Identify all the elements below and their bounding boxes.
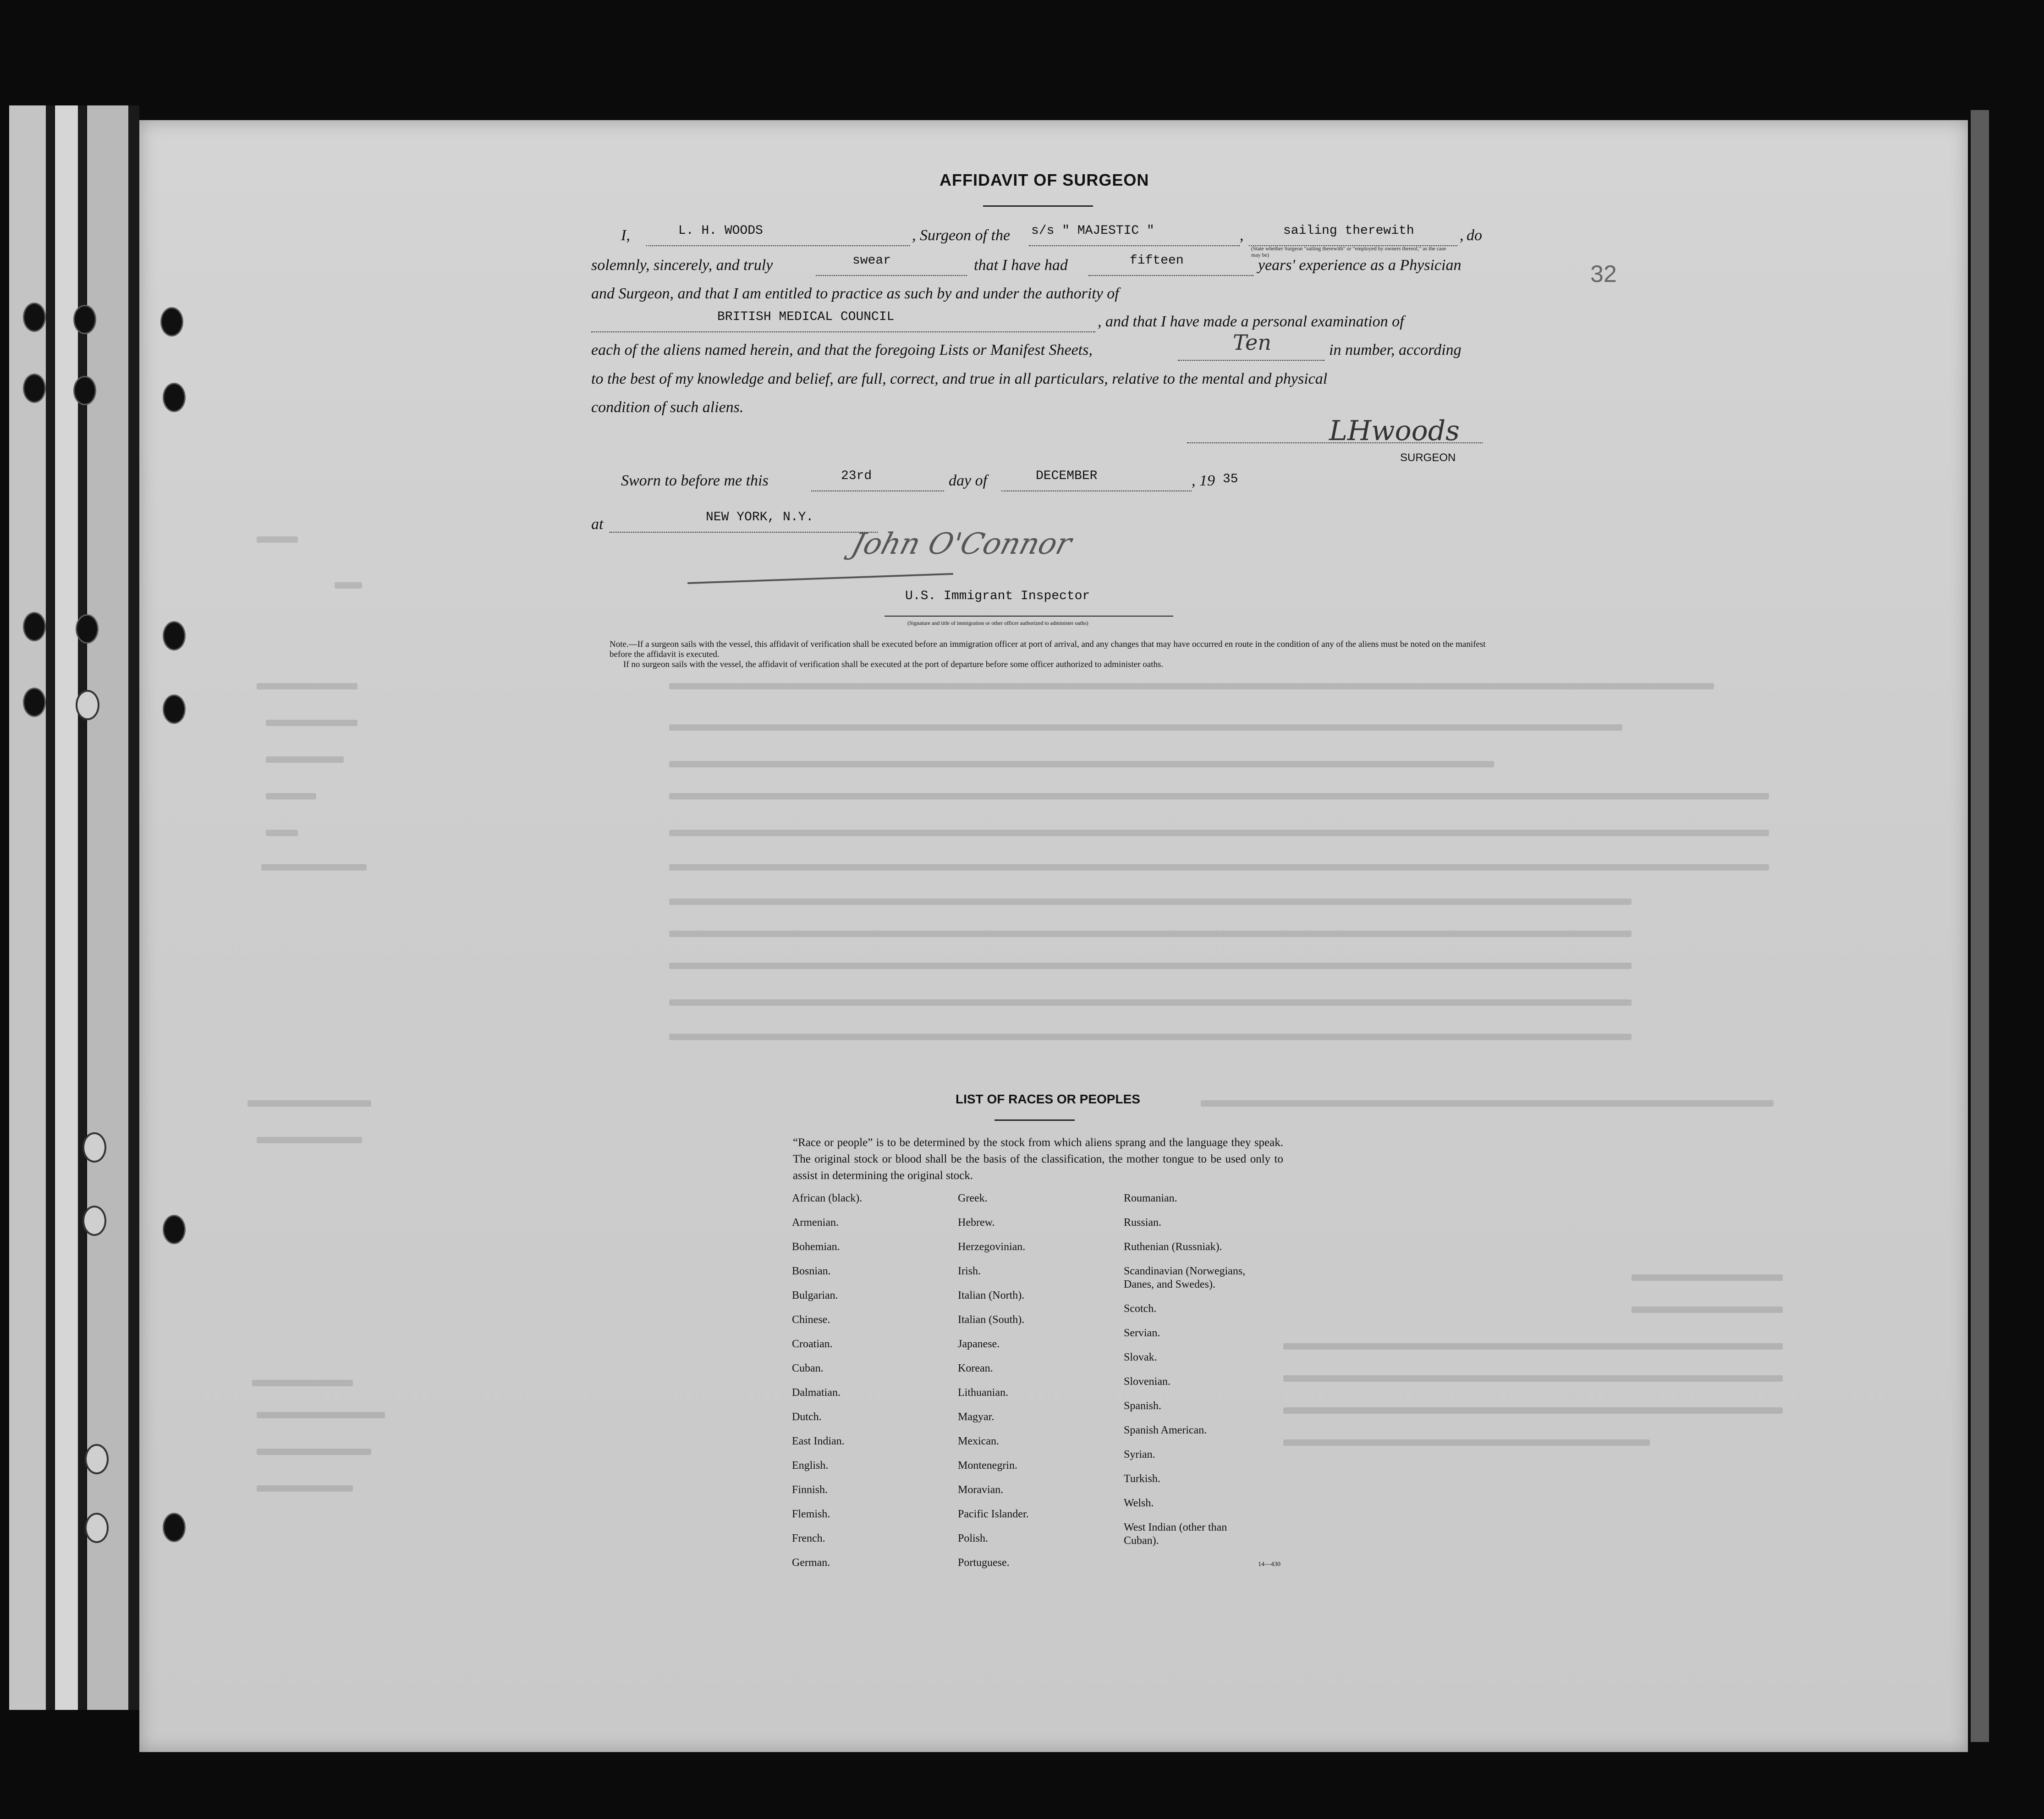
faded-text (669, 999, 1632, 1006)
sworn-day-field (811, 472, 944, 491)
punch-hole-icon (85, 1444, 109, 1474)
race-item: Pacific Islander. (958, 1508, 1029, 1520)
sworn-month: DECEMBER (1036, 469, 1098, 483)
line2-prefix: solemnly, sincerely, and truly (591, 257, 773, 274)
status-hint: (State whether Surgeon "sailing therewith" or "employed by owners thereof," as the case may be) (1251, 245, 1446, 258)
race-item: Slovenian. (1124, 1376, 1170, 1388)
race-item: Bohemian. (792, 1241, 840, 1253)
race-item: West Indian (other than Cuban). (1124, 1521, 1227, 1547)
line2-mid: that I have had (974, 257, 1068, 274)
faded-text (669, 761, 1494, 767)
race-item: Ruthenian (Russniak). (1124, 1241, 1222, 1253)
race-item: Bosnian. (792, 1265, 831, 1277)
faded-text (257, 1412, 385, 1418)
punch-hole-icon (23, 688, 46, 717)
race-item: Polish. (958, 1532, 989, 1544)
faded-text (669, 830, 1769, 836)
vessel-name: s/s " MAJESTIC " (1031, 224, 1154, 238)
punch-hole-icon (82, 1132, 106, 1163)
race-item: Spanish American. (1124, 1424, 1207, 1436)
punch-hole-icon (23, 374, 46, 403)
line6: to the best of my knowledge and belief, are full, correct, and true in all particulars, relative to the mental and physical (591, 370, 1328, 387)
place-value: NEW YORK, N.Y. (706, 510, 814, 524)
faded-text (669, 793, 1769, 799)
faded-text (335, 582, 362, 589)
punch-hole-icon (163, 1513, 186, 1542)
place-prefix: at (591, 516, 604, 533)
inspector-title: U.S. Immigrant Inspector (905, 589, 1090, 603)
race-item: Dalmatian. (792, 1387, 841, 1399)
race-item: Servian. (1124, 1327, 1160, 1339)
race-item: Scotch. (1124, 1303, 1157, 1315)
punch-hole-icon (82, 1206, 106, 1236)
race-item: Turkish. (1124, 1473, 1160, 1485)
race-item: Japanese. (958, 1338, 1000, 1350)
punch-hole-icon (76, 614, 99, 644)
line4-end: , and that I have made a personal examination of (1098, 313, 1404, 330)
surgeon-label: SURGEON (1400, 452, 1456, 464)
race-item: Russian. (1124, 1217, 1162, 1229)
faded-text (1632, 1274, 1783, 1281)
faded-text (669, 931, 1632, 937)
faded-text (257, 536, 298, 543)
race-item: Roumanian. (1124, 1192, 1177, 1204)
faded-text (266, 720, 357, 726)
race-item: African (black). (792, 1192, 863, 1204)
race-item: Welsh. (1124, 1497, 1154, 1509)
punch-hole-icon (76, 690, 99, 720)
faded-text (257, 1137, 362, 1143)
affidavit-title: AFFIDAVIT OF SURGEON (940, 171, 1149, 189)
punch-hole-icon (163, 695, 186, 724)
faded-text (266, 830, 298, 836)
punch-hole-icon (23, 612, 46, 641)
surgeon-of-label: , Surgeon of the (912, 227, 1011, 244)
punch-hole-icon (85, 1513, 109, 1543)
faded-text (257, 683, 357, 689)
faded-text (669, 724, 1622, 731)
race-item: Cuban. (792, 1362, 824, 1374)
punch-hole-icon (163, 621, 186, 650)
faded-text (1283, 1407, 1783, 1414)
line3: and Surgeon, and that I am entitled to practice as such by and under the authority of (591, 285, 1119, 302)
race-item: Greek. (958, 1192, 988, 1204)
inspector-signature: John O'Connor (848, 527, 1076, 561)
faded-text (266, 756, 344, 763)
binder-strip (9, 105, 46, 1710)
licensing-authority: BRITISH MEDICAL COUNCIL (717, 310, 895, 324)
binder-gap (78, 105, 86, 1710)
binder-strip (55, 105, 78, 1710)
comma: , (1460, 227, 1464, 244)
punch-hole-icon (163, 1215, 186, 1244)
surgeon-status: sailing therewith (1283, 224, 1414, 238)
inspector-hint: (Signature and title of immigration or other officer authorized to administer oaths) (907, 620, 1088, 626)
race-item: Syrian. (1124, 1449, 1155, 1461)
race-item: Herzegovinian. (958, 1241, 1026, 1253)
line5-end: in number, according (1329, 342, 1462, 358)
sheet-number: 32 (1590, 261, 1617, 287)
race-item: Hebrew. (958, 1217, 995, 1229)
race-item: Armenian. (792, 1217, 839, 1229)
race-item: German. (792, 1557, 830, 1569)
page-edge (1971, 110, 1989, 1742)
faded-text (1283, 1375, 1783, 1382)
races-column-2 (958, 1192, 1132, 1581)
race-item: Moravian. (958, 1484, 1004, 1496)
race-item: Chinese. (792, 1314, 830, 1326)
race-item: French. (792, 1532, 825, 1544)
comma: , (1240, 227, 1244, 244)
binder-gap (128, 105, 139, 1710)
faded-text (669, 1034, 1632, 1040)
line5-prefix: each of the aliens named herein, and that the foregoing Lists or Manifest Sheets, (591, 342, 1093, 358)
race-item: Italian (North). (958, 1290, 1025, 1301)
faded-text (247, 1100, 371, 1107)
race-item: Slovak. (1124, 1351, 1157, 1363)
faded-text (1632, 1306, 1783, 1313)
oath-field (816, 257, 967, 276)
races-intro: “Race or people” is to be determined by the stock from which aliens sprang and the language they speak. The original stock or blood shall be the basis of the classification, the mother tongue to be used only to assist in determining the original stock. (793, 1136, 1283, 1182)
note-text-2: If no surgeon sails with the vessel, the affidavit of verification shall be executed at the port of departure before some officer authorized to administer oaths. (623, 660, 1164, 669)
faded-text (257, 1449, 371, 1455)
line2-end: years' experience as a Physician (1258, 257, 1462, 274)
race-item: Italian (South). (958, 1314, 1025, 1326)
note-text-1: —If a surgeon sails with the vessel, this affidavit of verification shall be executed before an immigration officer at port of arrival, and any changes that may have occurred en route in the condition of any of the aliens must be noted on the manifest before the affidavit is executed. (610, 639, 1486, 659)
race-item: Flemish. (792, 1508, 830, 1520)
race-item: Irish. (958, 1265, 981, 1277)
title-rule (983, 205, 1093, 207)
faded-text (1201, 1100, 1774, 1107)
race-item: Korean. (958, 1362, 993, 1374)
race-item: Mexican. (958, 1435, 999, 1447)
races-column-3 (1124, 1192, 1298, 1559)
form-number: 14—430 (1258, 1561, 1280, 1568)
races-column-1 (792, 1192, 966, 1581)
affidavit-note (610, 639, 1489, 670)
race-item: Montenegrin. (958, 1460, 1017, 1472)
punch-hole-icon (23, 303, 46, 332)
races-title: LIST OF RACES OR PEOPLES (956, 1092, 1140, 1106)
race-item: Bulgarian. (792, 1290, 838, 1301)
race-item: East Indian. (792, 1435, 845, 1447)
sworn-year-prefix: , 19 (1192, 472, 1215, 489)
punch-hole-icon (73, 305, 96, 334)
punch-hole-icon (160, 307, 183, 336)
faded-text (669, 963, 1632, 969)
years-experience: fifteen (1130, 254, 1184, 268)
race-item: Scandinavian (Norwegians, Danes, and Swedes). (1124, 1265, 1246, 1290)
inspector-rule (885, 616, 1173, 617)
punch-hole-icon (163, 383, 186, 412)
race-item: Finnish. (792, 1484, 828, 1496)
punch-hole-icon (73, 376, 96, 405)
sworn-prefix: Sworn to before me this (621, 472, 769, 489)
sworn-year: 35 (1223, 472, 1238, 486)
faded-text (669, 864, 1769, 871)
oath-type: swear (852, 254, 891, 268)
faded-text (266, 793, 316, 799)
faded-text (261, 864, 367, 871)
surgeon-signature: LHwoods (1329, 415, 1460, 447)
race-item: Spanish. (1124, 1400, 1162, 1412)
surgeon-name: L. H. WOODS (678, 224, 763, 238)
line1-end: do (1467, 227, 1482, 244)
race-item: Dutch. (792, 1411, 822, 1423)
sworn-day: 23rd (841, 469, 872, 483)
race-item: Croatian. (792, 1338, 833, 1350)
faded-text (257, 1485, 353, 1492)
line7: condition of such aliens. (591, 399, 744, 416)
sworn-mid: day of (949, 472, 988, 489)
faded-text (669, 898, 1632, 905)
race-item: Portuguese. (958, 1557, 1010, 1569)
race-item: Magyar. (958, 1411, 995, 1423)
race-item: English. (792, 1460, 829, 1472)
sheet-count: Ten (1233, 330, 1271, 355)
faded-text (669, 683, 1714, 689)
binder-gap (46, 105, 54, 1710)
signature-line (1187, 442, 1483, 443)
faded-text (1283, 1439, 1650, 1446)
races-rule (995, 1119, 1075, 1121)
note-label: Note. (610, 639, 629, 649)
faded-text (252, 1380, 353, 1386)
affidavit-prefix: I, (621, 227, 630, 244)
faded-text (1283, 1343, 1783, 1350)
race-item: Lithuanian. (958, 1387, 1008, 1399)
